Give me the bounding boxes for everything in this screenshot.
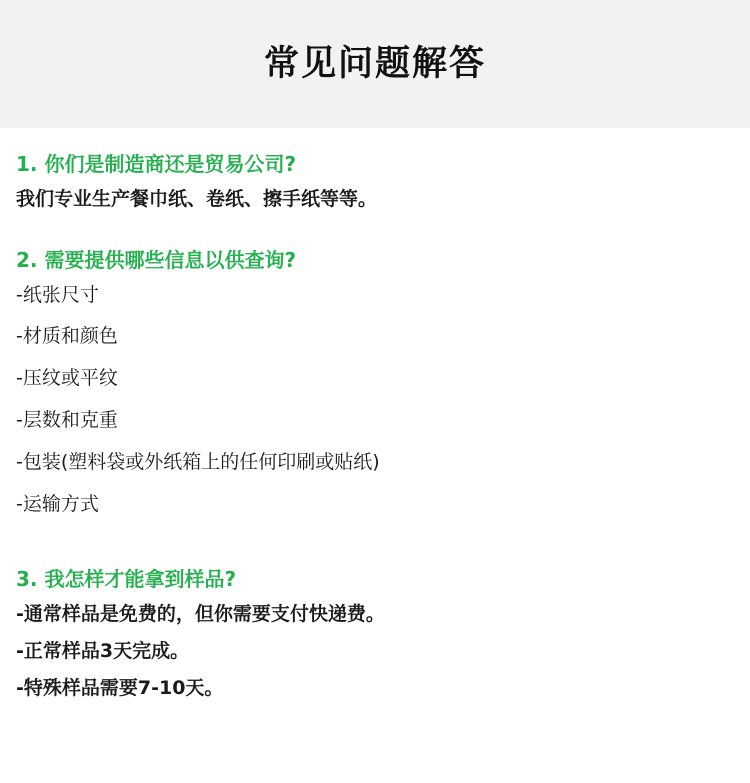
faq-bullet-list — [16, 281, 734, 519]
page-header — [0, 0, 750, 128]
faq-item — [16, 565, 734, 703]
list-item: -层数和克重 — [16, 409, 118, 432]
list-item: -正常样品3天完成。 — [16, 639, 190, 662]
faq-bullet-list — [16, 600, 734, 703]
faq-question: 3. 我怎样才能拿到样品? — [16, 566, 237, 591]
faq-item — [16, 246, 734, 519]
faq-question: 1. 你们是制造商还是贸易公司? — [16, 152, 297, 176]
faq-question: 2. 需要提供哪些信息以供查询? — [16, 247, 297, 272]
list-item: -通常样品是免费的，但你需要支付快递费。 — [16, 602, 385, 625]
list-item: -运输方式 — [16, 492, 99, 515]
faq-content — [0, 128, 750, 702]
list-item: -包装(塑料袋或外纸箱上的任何印刷或贴纸) — [16, 451, 380, 473]
list-item: -特殊样品需要7-10天。 — [16, 676, 224, 699]
section-spacer — [16, 551, 734, 565]
list-item: -纸张尺寸 — [16, 283, 99, 306]
list-item: -材质和颜色 — [16, 325, 118, 348]
faq-answer: 我们专业生产餐巾纸、卷纸、擦手纸等等。 — [16, 188, 378, 210]
list-item: -压纹或平纹 — [16, 367, 118, 390]
faq-item — [16, 150, 734, 214]
page-title: 常见问题解答 — [263, 44, 486, 84]
